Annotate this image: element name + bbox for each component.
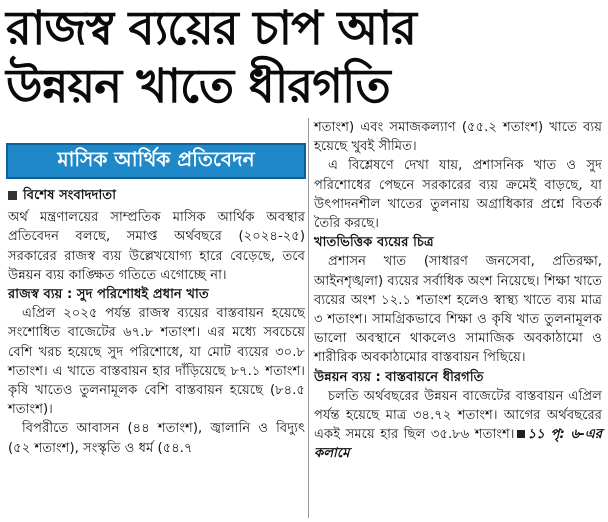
column-divider: [308, 118, 309, 518]
paragraph-development-details: [314, 387, 602, 464]
headline-line-2: উন্নয়ন খাতে ধীরগতি: [6, 59, 390, 114]
intro-paragraph: অর্থ মন্ত্রণালয়ের সাম্প্রতিক মাসিক আর্থিক অবস্থার প্রতিবেদন বলছে, সমাপ্ত অর্থবছরে (২০২৪-২৫) সরকারের রাজস্ব ব্যয় উল্লেখযোগ্য হারে বেড়েছে, তবে উন্নয়ন ব্যয় কাঙ্ক্ষিত গতিতে এগোচ্ছে না।: [8, 210, 305, 283]
headline-line-1: রাজস্ব ব্যয়ের চাপ আর: [6, 1, 417, 56]
bullet-icon: [8, 191, 17, 200]
section-kicker: মাসিক আর্থিক প্রতিবেদন: [6, 143, 306, 179]
development-text: চলতি অর্থবছরের উন্নয়ন বাজেটের বাস্তবায়ন এপ্রিল পর্যন্ত হয়েছে মাত্র ৩৪.৭২ শতাংশ। আগের অর্থবছরের একই সময়ে হার ছিল ৩৫.৮৬ শতাংশ।: [314, 388, 602, 443]
paragraph-analysis: এ বিশ্লেষণে দেখা যায়, প্রশাসনিক খাত ও সুদ পরিশোধের পেছনে সরকারের ব্যয় ক্রমেই বাড়ছে, যা উৎপাদনশীল খাতের তুলনায় অগ্রাধিকার প্রশ্নে বিতর্ক তৈরি করছে।: [314, 158, 602, 232]
paragraph-revenue-details: এপ্রিল ২০২৫ পর্যন্ত রাজস্ব ব্যয়ের বাস্তবায়ন হয়েছে সংশোধিত বাজেটের ৬৭.৮ শতাংশ। এর মধ্যে সবচেয়ে বেশি খরচ হয়েছে সুদ পরিশোধে, যা মোট ব্যয়ের ৩০.৮ শতাংশ। এ খাতে বাস্তবায়ন হার দাঁড়িয়েছে ৮৭.১ শতাংশ। কৃষি খাতেও তুলনামূলক বেশি বাস্তবায়ন হয়েছে (৮৪.৫ শতাংশ)।: [8, 306, 305, 418]
subhead-sector-wise: খাতভিত্তিক ব্যয়ের চিত্র: [314, 235, 434, 251]
paragraph-continuation: শতাংশ) এবং সমাজকল্যাণ (৫৫.২ শতাংশ) খাতে ব্যয় হয়েছে খুবই সীমিত।: [314, 120, 602, 155]
subhead-revenue-expenditure: রাজস্ব ব্যয় : সুদ পরিশোধই প্রধান খাত: [8, 287, 209, 303]
byline: [8, 186, 305, 205]
continued-reference: ১১ পৃ: ৬-এর কলামে: [314, 427, 602, 462]
headline: [6, 0, 604, 116]
subhead-development: উন্নয়ন ব্যয় : বাস্তবায়নে ধীরগতি: [314, 369, 484, 385]
paragraph-sector-details: প্রশাসন খাত (সাধারণ জনসেবা, প্রতিরক্ষা, আইনশৃঙ্খলা) ব্যয়ের সর্বাধিক অংশ নিয়েছে। শিক্ষা খাতে ব্যয়ের অংশ ১২.১ শতাংশ হলেও স্বাস্থ্য খাতে ব্যয় মাত্র ৩ শতাংশ। সামগ্রিকভাবে শিক্ষা ও কৃষি খাত তুলনামূলক ভালো অবস্থানে থাকলেও সামাজিক অবকাঠামো ও শারীরিক অবকাঠামোর বাস্তবায়ন পিছিয়ে।: [314, 254, 602, 366]
article-column-1: [8, 186, 305, 458]
paragraph-low-sectors: বিপরীতে আবাসন (৪৪ শতাংশ), জ্বালানি ও বিদ্যুৎ (৫২ শতাংশ), সংস্কৃতি ও ধর্ম (৫৪.৭: [8, 421, 305, 456]
article-column-2: [314, 118, 602, 464]
byline-text: বিশেষ সংবাদদাতা: [23, 188, 117, 203]
square-bullet-icon: [517, 430, 525, 438]
